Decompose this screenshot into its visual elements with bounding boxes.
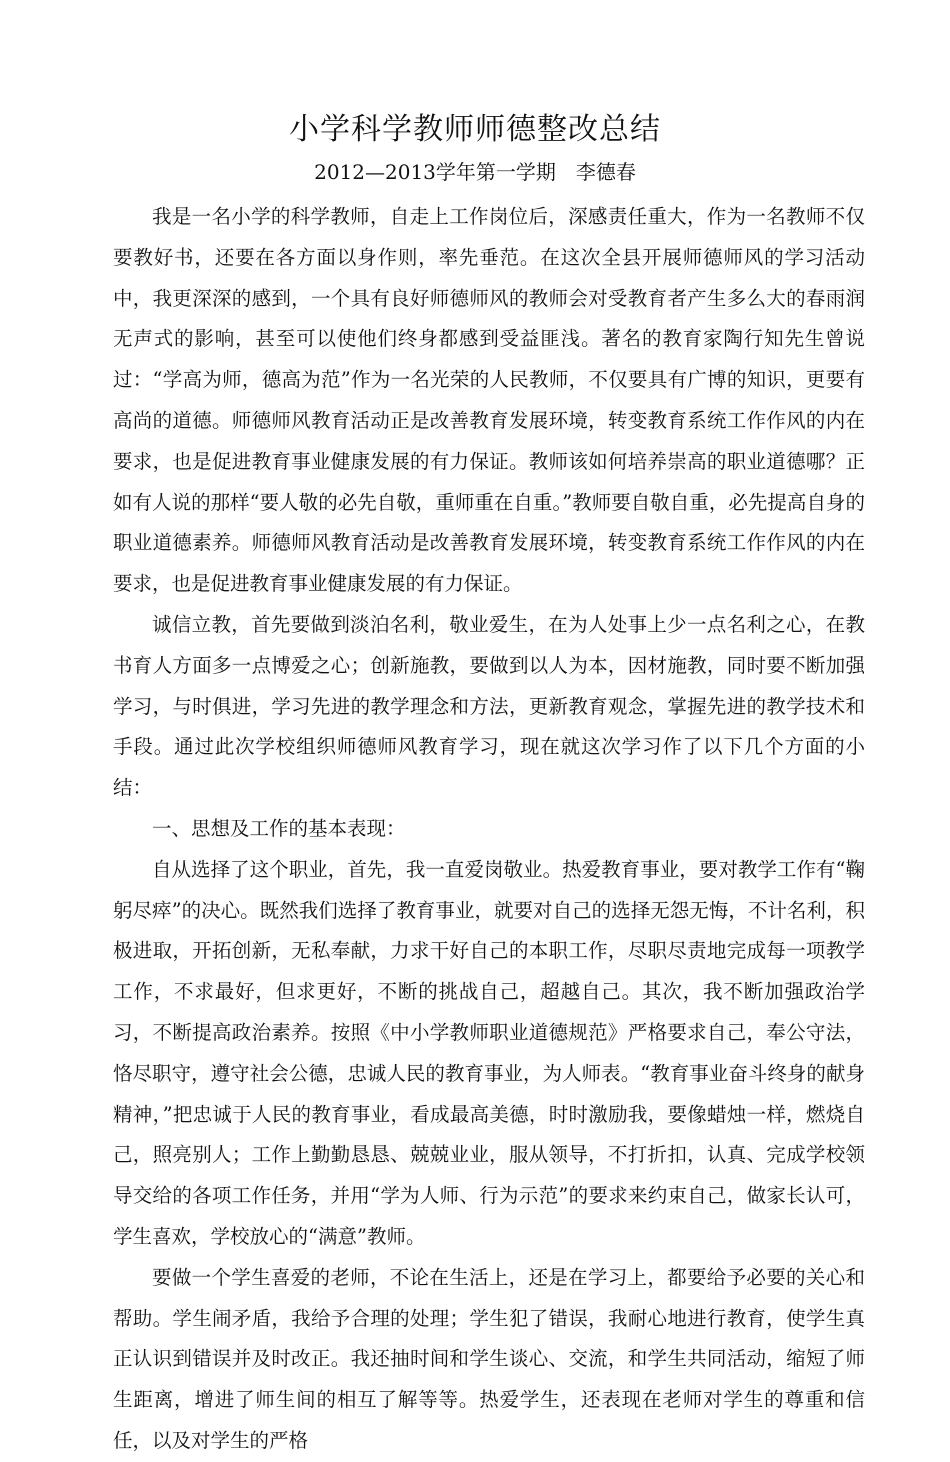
- author-name: 李德春: [575, 160, 636, 184]
- document-body: [113, 197, 865, 1462]
- paragraph: 我是一名小学的科学教师，自走上工作岗位后，深感责任重大，作为一名教师不仅要教好书，还要在各方面以身作则，率先垂范。在这次全县开展师德师风的学习活动中，我更深深的感到，一个具有良好师德师风的教师会对受教育者产生多么大的春雨润无声式的影响，甚至可以使他们终身都感到受益匪浅。著名的教育家陶行知先生曾说过：“学高为师，德高为范”作为一名光荣的人民教师，不仅要具有广博的知识，更要有高尚的道德。师德师风教育活动正是改善教育发展环境，转变教育系统工作作风的内在要求，也是促进教育事业健康发展的有力保证。教师该如何培养崇高的职业道德哪？正如有人说的那样“要人敬的必先自敬，重师重在自重。”教师要自敬自重，必先提高自身的职业道德素养。师德师风教育活动是改善教育发展环境，转变教育系统工作作风的内在要求，也是促进教育事业健康发展的有力保证。: [113, 205, 865, 596]
- paragraph: 要做一个学生喜爱的老师，不论在生活上，还是在学习上，都要给予必要的关心和帮助。学生闹矛盾，我给予合理的处理；学生犯了错误，我耐心地进行教育，使学生真正认识到错误并及时改正。我还抽时间和学生谈心、交流，和学生共同活动，缩短了师生距离，增进了师生间的相互了解等等。热爱学生，还表现在老师对学生的尊重和信任，以及对学生的严格: [113, 1265, 865, 1452]
- document-subtitle: [0, 158, 950, 186]
- paragraph: 自从选择了这个职业，首先，我一直爱岗敬业。热爱教育事业，要对教学工作有“鞠躬尽瘁”的决心。既然我们选择了教育事业，就要对自己的选择无怨无悔，不计名利，积极进取，开拓创新，无私奉献，力求干好自己的本职工作，尽职尽责地完成每一项教学工作，不求最好，但求更好，不断的挑战自己，超越自己。其次，我不断加强政治学习，不断提高政治素养。按照《中小学教师职业道德规范》严格要求自己，奉公守法，恪尽职守，遵守社会公德，忠诚人民的教育事业，为人师表。“教育事业奋斗终身的献身精神，”把忠诚于人民的教育事业，看成最高美德，时时激励我，要像蜡烛一样，燃烧自己，照亮别人；工作上勤勤恳恳、兢兢业业，服从领导，不打折扣，认真、完成学校领导交给的各项工作任务，并用“学为人师、行为示范”的要求来约束自己，做家长认可，学生喜欢，学校放心的“满意”教师。: [113, 857, 865, 1248]
- paragraph: 诚信立教，首先要做到淡泊名利，敬业爱生，在为人处事上少一点名利之心，在教书育人方面多一点博爱之心；创新施教，要做到以人为本，因材施教，同时要不断加强学习，与时俱进，学习先进的教学理念和方法，更新教育观念，掌握先进的教学技术和手段。通过此次学校组织师德师风教育学习，现在就这次学习作了以下几个方面的小结：: [113, 612, 865, 800]
- section-heading: 一、思想及工作的基本表现：: [152, 816, 406, 840]
- document-title: 小学科学教师师德整改总结: [289, 112, 661, 147]
- term-label: 2012—2013学年第一学期: [314, 160, 556, 184]
